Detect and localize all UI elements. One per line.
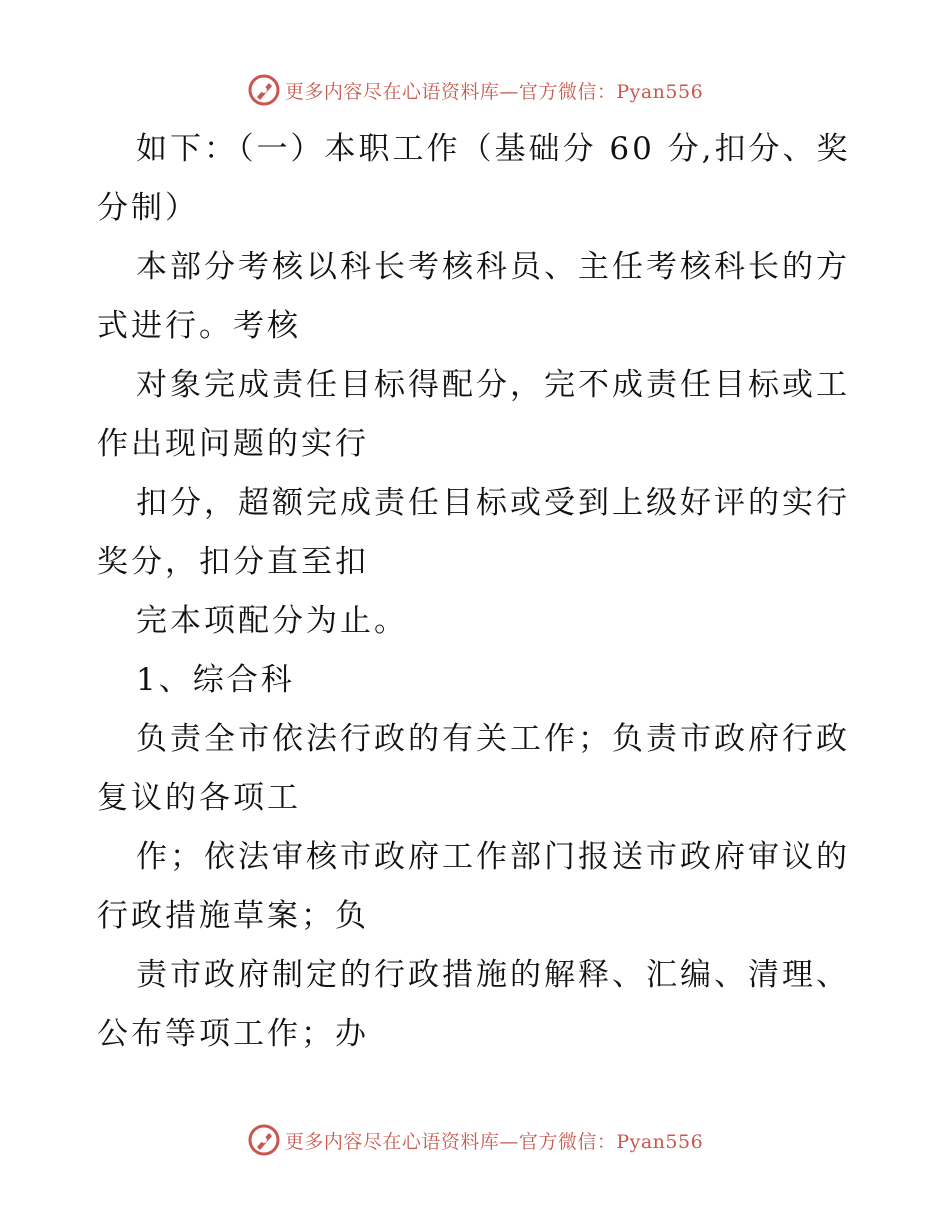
- paragraph: 责市政府制定的行政措施的解释、汇编、清理、公布等项工作；办: [97, 957, 850, 1052]
- paragraph: 扣分，超额完成责任目标或受到上级好评的实行奖分，扣分直至扣: [97, 485, 850, 580]
- watermark-text: 更多内容尽在心语资料库—官方微信：Pyan556: [284, 1130, 704, 1153]
- pen-logo-icon: [247, 73, 281, 107]
- paragraph: 本部分考核以科长考核科员、主任考核科长的方式进行。考核: [97, 249, 850, 344]
- section-heading: 1、综合科: [136, 662, 295, 698]
- paragraph: 完本项配分为止。: [136, 603, 408, 639]
- footer-watermark: [0, 1120, 950, 1160]
- paragraph: 负责全市依法行政的有关工作；负责市政府行政复议的各项工: [97, 721, 850, 816]
- document-body: [97, 120, 857, 1064]
- paragraph: 如下：（一）本职工作（基础分 60 分,扣分、奖分制）: [97, 131, 851, 226]
- paragraph: 作；依法审核市政府工作部门报送市政府审议的行政措施草案；负: [97, 839, 850, 934]
- header-watermark: [0, 70, 950, 110]
- watermark-text: 更多内容尽在心语资料库—官方微信：Pyan556: [284, 80, 704, 103]
- pen-logo-icon: [247, 1123, 281, 1157]
- paragraph: 对象完成责任目标得配分，完不成责任目标或工作出现问题的实行: [97, 367, 850, 462]
